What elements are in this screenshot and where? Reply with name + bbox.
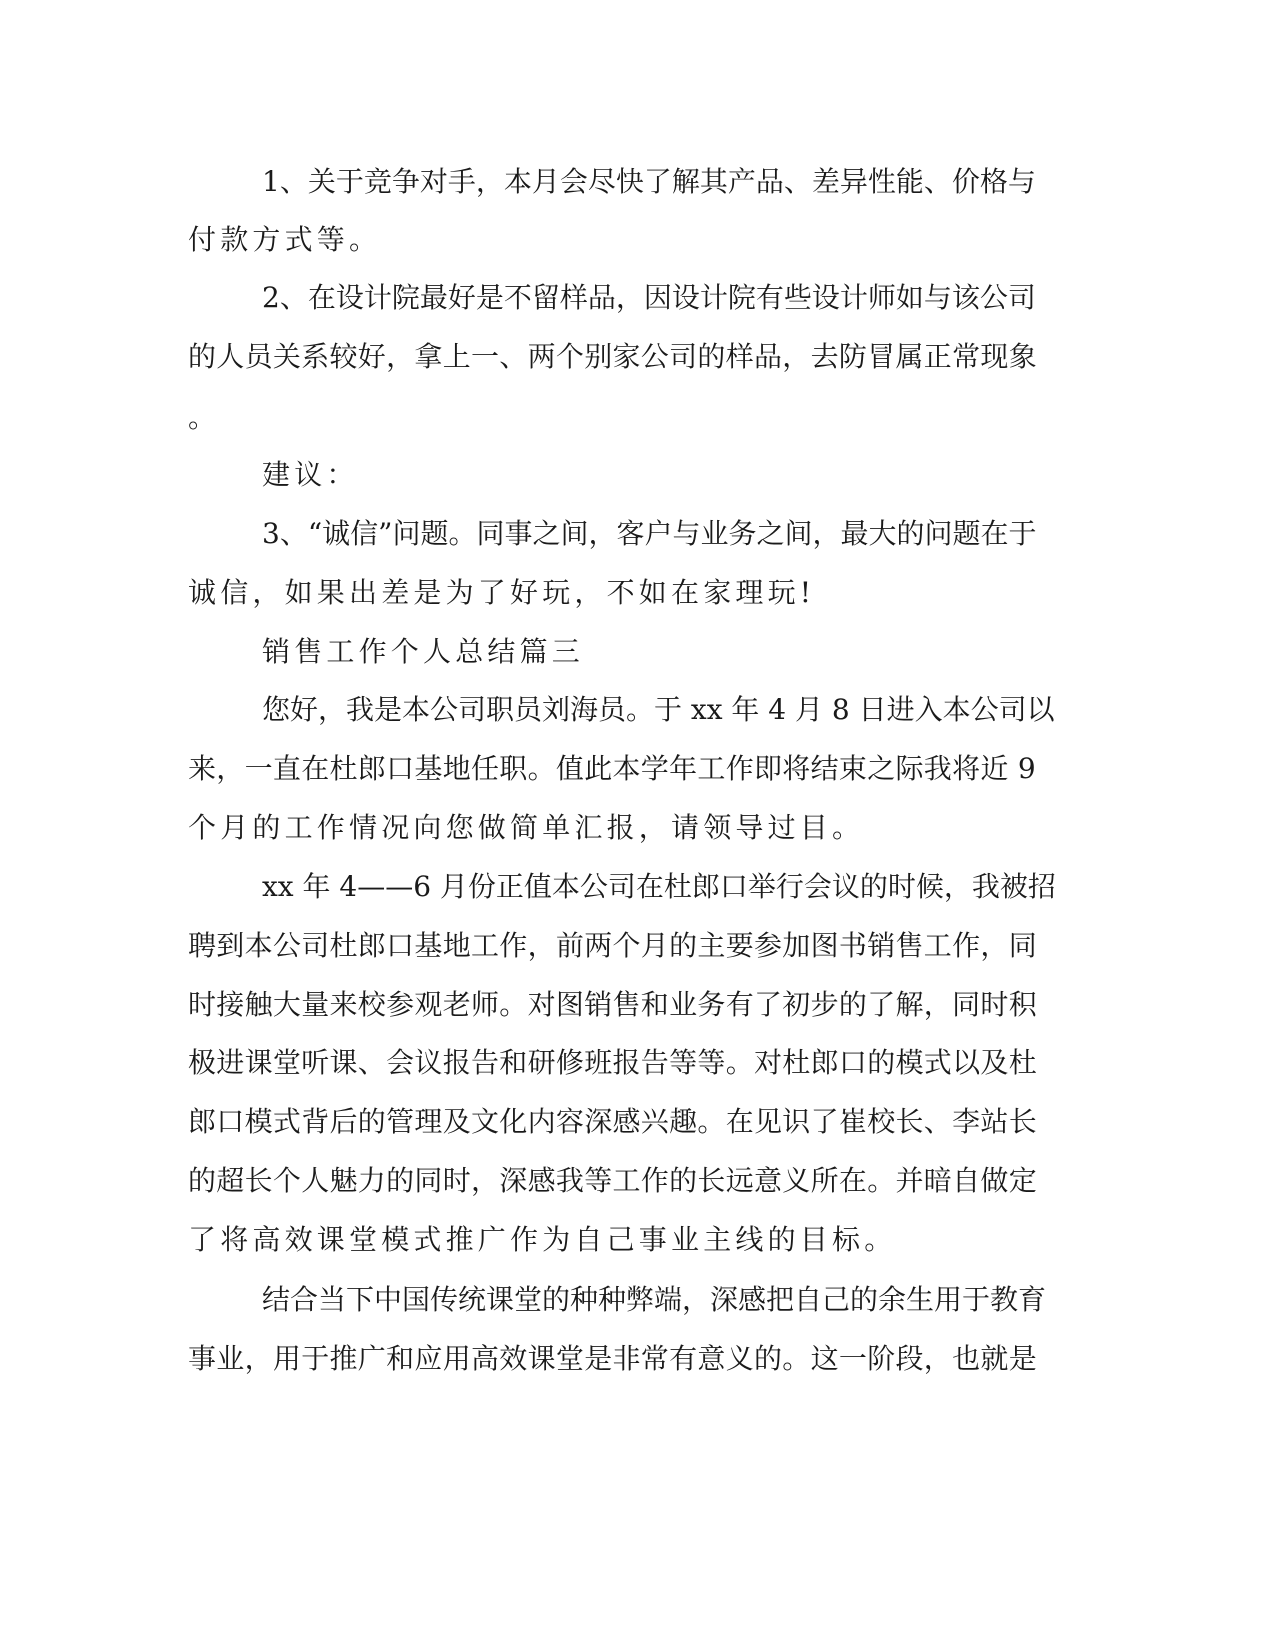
- text-line: 时接触大量来校参观老师。对图销售和业务有了初步的了解，同时积: [188, 988, 1038, 1021]
- text-line: 了将高效课堂模式推广作为自己事业主线的目标。: [188, 1223, 897, 1256]
- text-line: 郎口模式背后的管理及文化内容深感兴趣。在见识了崔校长、李站长: [188, 1105, 1038, 1138]
- text-line: 诚信，如果出差是为了好玩，不如在家理玩!: [188, 576, 816, 609]
- text-line: 结合当下中国传统课堂的种种弊端，深感把自己的余生用于教育: [262, 1283, 1047, 1316]
- text-line: 极进课堂听课、会议报告和研修班报告等等。对杜郎口的模式以及杜: [188, 1046, 1038, 1079]
- text-line: 付款方式等。: [188, 223, 382, 256]
- text-line: 3、“诚信”问题。同事之间，客户与业务之间，最大的问题在于: [262, 517, 1037, 550]
- text-line: 聘到本公司杜郎口基地工作，前两个月的主要参加图书销售工作，同: [188, 929, 1038, 962]
- text-line: 您好，我是本公司职员刘海员。于 xx 年 4 月 8 日进入本公司以: [262, 693, 1055, 726]
- section-heading: 销售工作个人总结篇三: [262, 635, 585, 668]
- text-line: 个月的工作情况向您做简单汇报，请领导过目。: [188, 811, 865, 844]
- text-line: 。: [188, 401, 221, 434]
- text-line: 2、在设计院最好是不留样品，因设计院有些设计师如与该公司: [262, 281, 1036, 314]
- text-line: 的人员关系较好，拿上一、两个别家公司的样品，去防冒属正常现象: [188, 340, 1038, 373]
- text-line: 事业，用于推广和应用高效课堂是非常有意义的。这一阶段，也就是: [188, 1342, 1038, 1375]
- text-line: 建议：: [262, 458, 359, 491]
- text-line: 来，一直在杜郎口基地任职。值此本学年工作即将结束之际我将近 9: [188, 752, 1037, 785]
- text-line: xx 年 4——6 月份正值本公司在杜郎口举行会议的时候，我被招: [262, 870, 1056, 903]
- text-line: 1、关于竞争对手，本月会尽快了解其产品、差异性能、价格与: [262, 165, 1036, 198]
- text-line: 的超长个人魅力的同时，深感我等工作的长远意义所在。并暗自做定: [188, 1164, 1038, 1197]
